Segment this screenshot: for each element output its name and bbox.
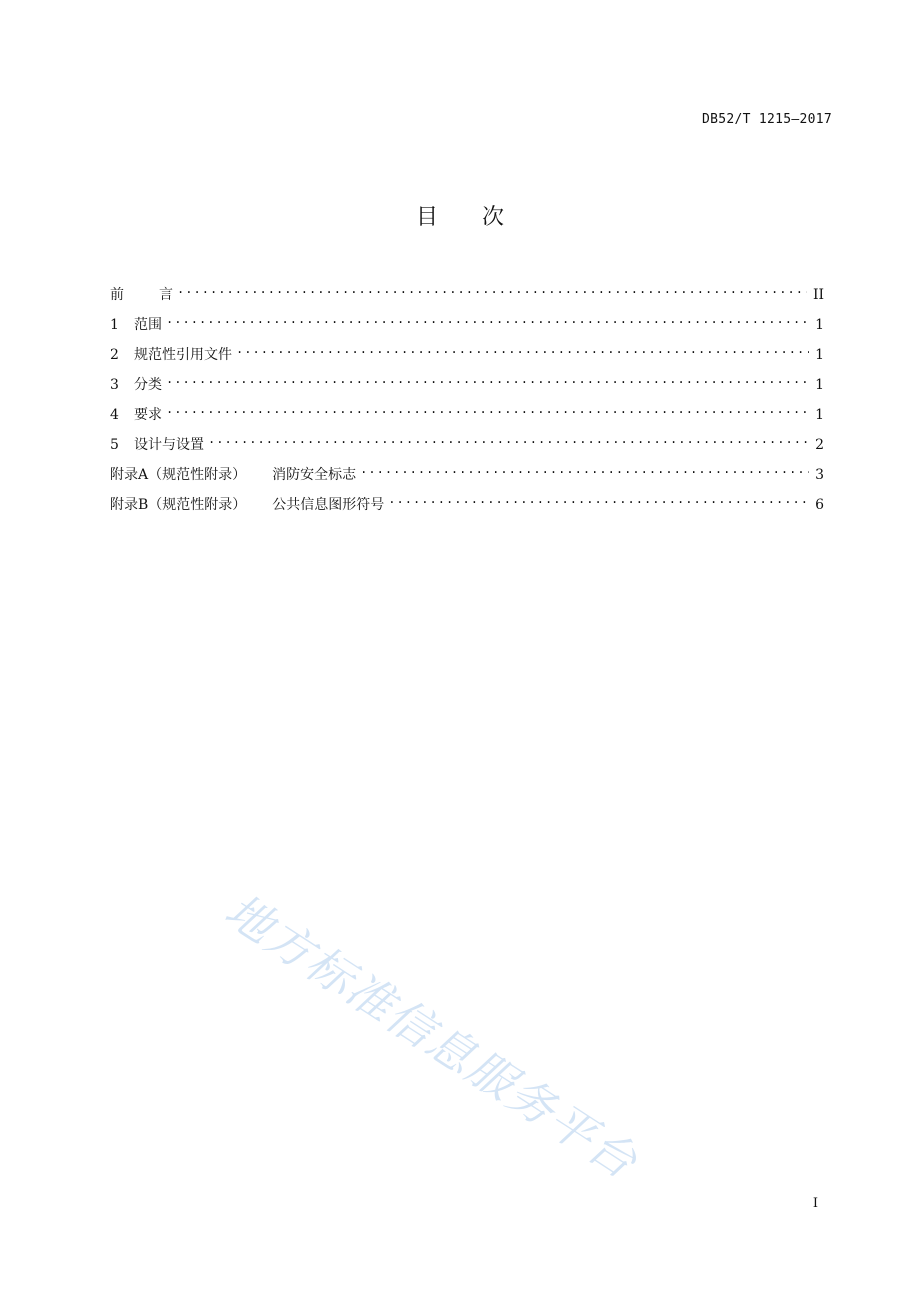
toc-label: 前言: [110, 287, 173, 303]
toc-entry-foreword[interactable]: [110, 279, 824, 309]
toc-sublabel: 消防安全标志: [272, 467, 357, 483]
toc-page: II: [812, 287, 824, 303]
standard-code: DB52/T 1215—2017: [701, 112, 832, 127]
toc-entry-classification[interactable]: [110, 369, 824, 399]
toc-leader: [166, 369, 809, 389]
toc-leader: [166, 309, 809, 329]
toc-number: 5: [110, 437, 119, 453]
toc-number: 3: [110, 377, 119, 393]
toc-leader: [236, 339, 809, 359]
table-of-contents: [110, 279, 824, 519]
toc-label: 范围: [134, 317, 162, 333]
page-title: 目次: [415, 205, 548, 230]
toc-number: 2: [110, 347, 119, 363]
toc-entry-normative-references[interactable]: [110, 339, 824, 369]
toc-entry-design-and-setup[interactable]: [110, 429, 824, 459]
toc-page: 3: [815, 467, 824, 483]
toc-entry-scope[interactable]: [110, 309, 824, 339]
toc-entry-appendix-b[interactable]: [110, 489, 824, 519]
toc-label: 设计与设置: [134, 437, 204, 453]
toc-label: 要求: [134, 407, 162, 423]
toc-number: 4: [110, 407, 119, 423]
toc-leader: [388, 489, 809, 509]
toc-label: 分类: [134, 377, 162, 393]
toc-page: 6: [815, 497, 824, 513]
toc-entry-appendix-a[interactable]: [110, 459, 824, 489]
toc-page: 1: [815, 377, 824, 393]
toc-sublabel: 公共信息图形符号: [272, 497, 385, 513]
toc-leader: [208, 429, 809, 449]
toc-entry-requirements[interactable]: [110, 399, 824, 429]
toc-page: 1: [815, 347, 824, 363]
toc-leader: [166, 399, 809, 419]
toc-number: 1: [110, 317, 119, 333]
toc-label: 附录B（规范性附录）: [110, 497, 247, 513]
toc-leader: [360, 459, 809, 479]
toc-leader: [177, 279, 807, 299]
page-number: I: [812, 1196, 818, 1211]
toc-page: 1: [815, 317, 824, 333]
toc-page: 2: [815, 437, 824, 453]
toc-label: 规范性引用文件: [134, 347, 232, 363]
watermark: 地方标准信息服务平台: [215, 882, 648, 1190]
toc-label: 附录A（规范性附录）: [110, 467, 247, 483]
toc-page: 1: [815, 407, 824, 423]
